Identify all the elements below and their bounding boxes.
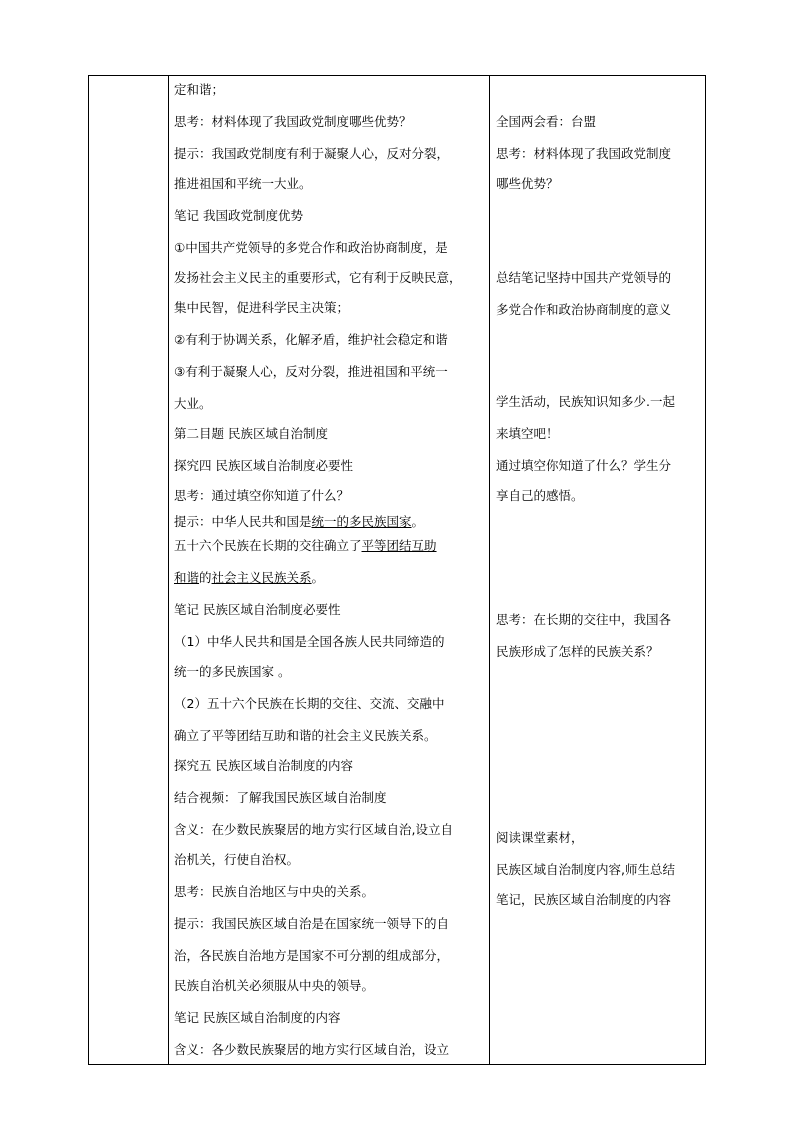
text-line: 结合视频：了解我国民族区域自治制度 (174, 790, 387, 805)
text-line (174, 514, 424, 530)
text-segment: 。 (311, 570, 325, 585)
text-line: 统一的多民族国家 。 (174, 664, 291, 679)
section-heading: 探究五 民族区域自治制度的内容 (174, 758, 353, 773)
text-line (174, 570, 324, 586)
text-line: （1）中华人民共和国是全国各族人民共同缔造的 (174, 634, 445, 649)
text-line: ②有利于协调关系，化解矛盾，维护社会稳定和谐 (174, 332, 448, 347)
text-line: 多党合作和政治协商制度的意义 (496, 302, 672, 317)
text-segment: 的 (199, 570, 212, 585)
text-line: 治，各民族自治地方是国家不可分割的组成部分， (174, 948, 450, 963)
text-segment: 。 (411, 514, 425, 529)
underlined-answer: 社会主义民族关系 (211, 570, 312, 585)
text-line: 治机关，行使自治权。 (174, 852, 300, 867)
note-heading: 笔记 我国政党制度优势 (174, 208, 303, 223)
text-line: 全国两会看：台盟 (496, 114, 597, 129)
text-line: 阅读课堂素材， (496, 830, 584, 845)
text-line: 提示：我国政党制度有利于凝聚人心，反对分裂， (174, 146, 450, 161)
text-line: （2）五十六个民族在长期的交往、交流、交融中 (174, 696, 445, 711)
underlined-answer: 平等团结互助 (361, 538, 437, 553)
text-line: 通过填空你知道了什么？学生分 (496, 458, 672, 473)
text-line: 集中民智，促进科学民主决策； (174, 300, 350, 315)
text-line: 推进祖国和平统一大业。 (174, 176, 312, 191)
text-line: 民族自治机关必须服从中央的领导。 (174, 978, 375, 993)
text-line: 含义：在少数民族聚居的地方实行区域自治,设立自 (174, 822, 453, 837)
column-divider-left (168, 76, 169, 1064)
text-line: 民族形成了怎样的民族关系？ (496, 644, 659, 659)
text-line: 思考：材料体现了我国政党制度 (496, 146, 672, 161)
text-line: 提示：我国民族区域自治是在国家统一领导下的自 (174, 916, 450, 931)
text-line: 总结笔记坚持中国共产党领导的 (496, 270, 672, 285)
text-line: 发扬社会主义民主的重要形式，它有利于反映民意， (174, 270, 462, 285)
column-divider-right (489, 76, 490, 1064)
text-line: ①中国共产党领导的多党合作和政治协商制度，是 (174, 240, 448, 255)
text-line: 民族区域自治制度内容,师生总结 (496, 862, 675, 877)
text-line: 学生活动，民族知识知多少.一起 (496, 394, 675, 409)
text-line: 确立了平等团结互助和谐的社会主义民族关系。 (174, 728, 437, 743)
text-line: 笔记，民族区域自治制度的内容 (496, 892, 672, 907)
text-line: 思考：通过填空你知道了什么？ (174, 488, 350, 503)
underlined-answer: 统一的多民族国家 (311, 514, 412, 529)
text-segment: 五十六个民族在长期的交往确立了 (174, 538, 362, 553)
text-line: 思考：在长期的交往中，我国各 (496, 612, 672, 627)
text-line: 大业。 (174, 396, 212, 411)
underlined-answer: 和谐 (174, 570, 200, 585)
text-line: 定和谐； (174, 82, 225, 97)
text-line (174, 538, 437, 554)
text-line: ③有利于凝聚人心，反对分裂，推进祖国和平统一 (174, 364, 448, 379)
section-heading: 第二目题 民族区域自治制度 (174, 426, 328, 441)
section-heading: 探究四 民族区域自治制度必要性 (174, 458, 353, 473)
text-line: 思考：民族自治地区与中央的关系。 (174, 884, 375, 899)
text-line: 享自己的感悟。 (496, 488, 584, 503)
text-line: 哪些优势？ (496, 176, 559, 191)
text-line: 含义：各少数民族聚居的地方实行区域自治，设立 (174, 1042, 450, 1057)
text-segment: 提示：中华人民共和国是 (174, 514, 312, 529)
note-heading: 笔记 民族区域自治制度必要性 (174, 602, 341, 617)
note-heading: 笔记 民族区域自治制度的内容 (174, 1010, 341, 1025)
text-line: 来填空吧！ (496, 426, 559, 441)
text-line: 思考：材料体现了我国政党制度哪些优势？ (174, 114, 412, 129)
